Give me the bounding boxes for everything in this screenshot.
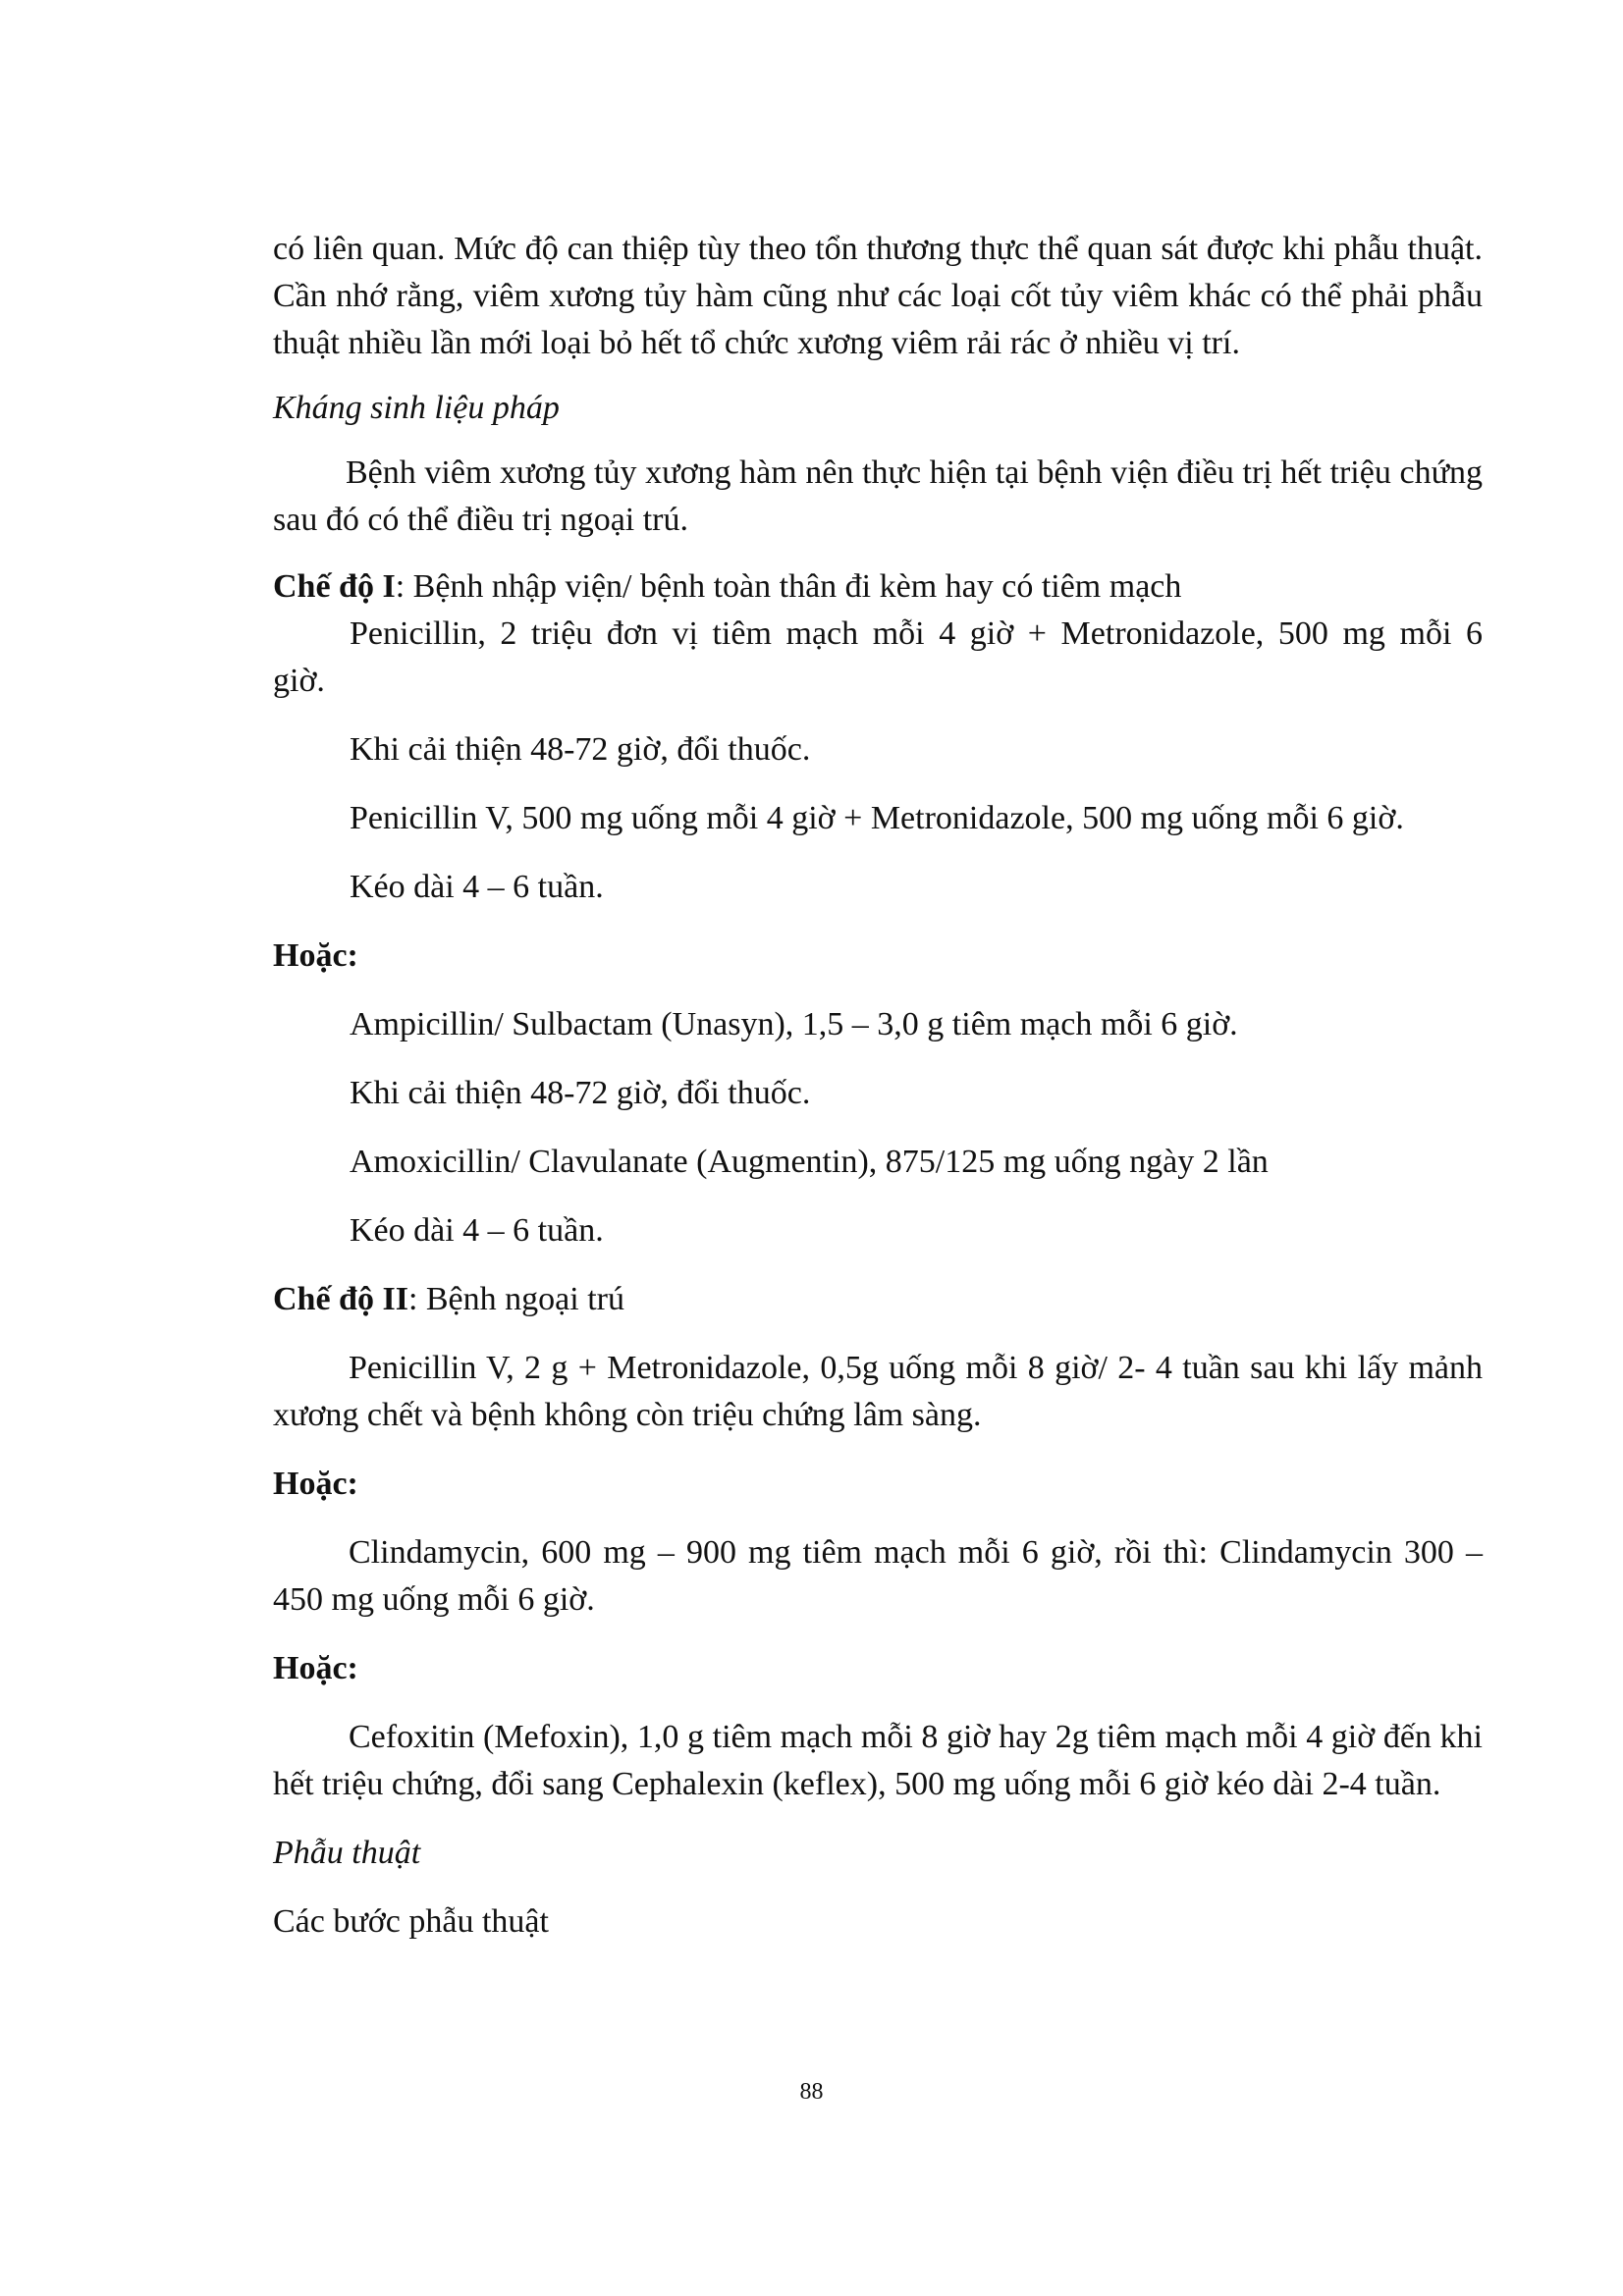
regimen-2-text: Penicillin V, 2 g + Metronidazole, 0,5g uống mỗi 8 giờ/ 2- 4 tuần sau khi lấy mảnh xương chết và bệnh không còn triệu chứng lâm sàng. [273,1350,1483,1433]
regimen-1b-line-1: Ampicillin/ Sulbactam (Unasyn), 1,5 – 3,0 g tiêm mạch mỗi 6 giờ. [350,1006,1238,1042]
regimen-1-line-1-first: Penicillin, 2 triệu đơn vị tiêm mạch mỗi 4 giờ + Metronidazole, 500 mg mỗi 6 [350,615,1483,652]
paragraph-intro: có liên quan. Mức độ can thiệp tùy theo tổn thương thực thể quan sát được khi phẫu thuật. Cần nhớ rằng, viêm xương tủy hàm cũng như các loại cốt tủy viêm khác có thể phải phẫu thuật nhiều lần mới loại bỏ hết tổ chức xương viêm rải rác ở nhiều vị trí. [273,231,1483,361]
regimen-1b-line-2: Khi cải thiện 48-72 giờ, đổi thuốc. [350,1075,811,1111]
regimen-2-description: : Bệnh ngoại trú [407,1281,624,1317]
page-body [273,226,1483,1946]
regimen-2-label: Chế độ II [273,1281,408,1317]
regimen-2b-text: Clindamycin, 600 mg – 900 mg tiêm mạch mỗi 6 giờ, rồi thì: Clindamycin 300 – 450 mg uống mỗi 6 giờ. [273,1534,1483,1618]
regimen-1-line-1 [273,611,1483,705]
regimen-1b-line-4: Kéo dài 4 – 6 tuần. [350,1212,604,1249]
paragraph-antibiotic-intro: Bệnh viêm xương tủy xương hàm nên thực hiện tại bệnh viện điều trị hết triệu chứng sau đó có thể điều trị ngoại trú. [273,454,1483,538]
regimen-2c-text: Cefoxitin (Mefoxin), 1,0 g tiêm mạch mỗi 8 giờ hay 2g tiêm mạch mỗi 4 giờ đến khi hết triệu chứng, đổi sang Cephalexin (keflex), 500 mg uống mỗi 6 giờ kéo dài 2-4 tuần. [273,1719,1483,1802]
heading-antibiotic-therapy: Kháng sinh liệu pháp [273,390,560,426]
regimen-1-line-3: Penicillin V, 500 mg uống mỗi 4 giờ + Metronidazole, 500 mg uống mỗi 6 giờ. [350,800,1404,836]
surgery-steps-label: Các bước phẫu thuật [273,1903,549,1940]
page-number: 88 [799,2079,824,2105]
regimen-2-heading [273,1276,1483,1323]
or-heading-2: Hoặc: [273,1466,358,1502]
regimen-1-line-2: Khi cải thiện 48-72 giờ, đổi thuốc. [350,731,811,768]
or-heading-1: Hoặc: [273,937,358,974]
regimen-1-line-4: Kéo dài 4 – 6 tuần. [350,869,604,905]
regimen-1-line-1-rest: giờ. [273,663,325,699]
or-heading-3: Hoặc: [273,1650,358,1686]
regimen-1-label: Chế độ I [273,568,396,605]
regimen-1-heading [273,563,1483,611]
regimen-1-description: : Bệnh nhập viện/ bệnh toàn thân đi kèm hay có tiêm mạch [395,568,1182,605]
heading-surgery: Phẫu thuật [273,1835,421,1871]
regimen-1b-line-3: Amoxicillin/ Clavulanate (Augmentin), 875/125 mg uống ngày 2 lần [350,1144,1269,1180]
